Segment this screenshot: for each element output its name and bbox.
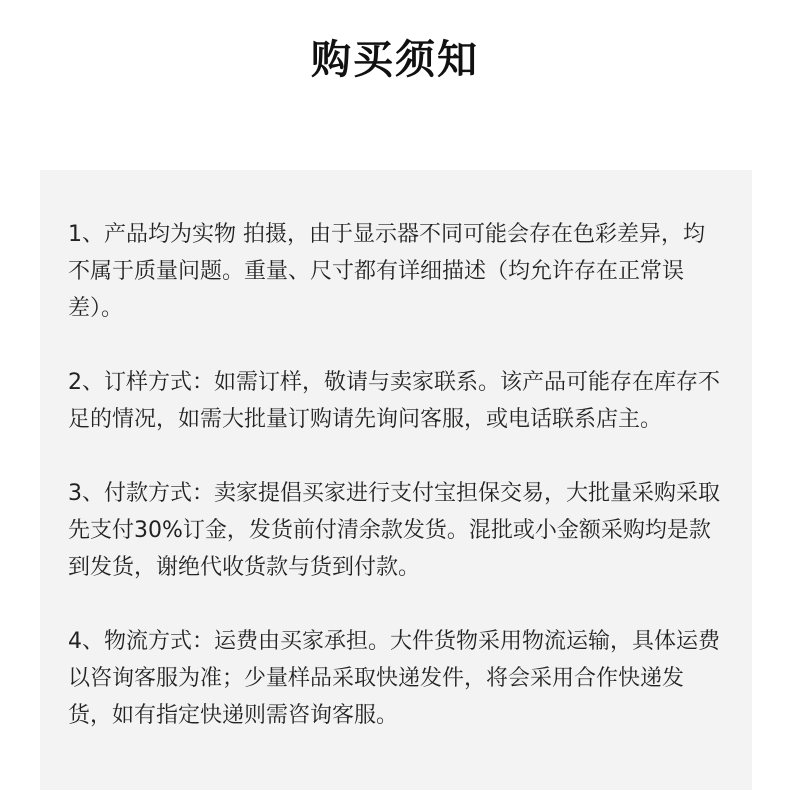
page-title: 购买须知 bbox=[311, 37, 479, 83]
notice-item-logistics: 4、物流方式：运费由买家承担。大件货物采用物流运输，具体运费以咨询客服为准；少量样品采取快递发件，将会采用合作快递发货，如有指定快递则需咨询客服。 bbox=[68, 629, 720, 728]
notice-item-product-photos: 1、产品均为实物 拍摄，由于显示器不同可能会存在色彩差异，均不属于质量问题。重量、尺寸都有详细描述（均允许存在正常误差）。 bbox=[68, 222, 705, 321]
notice-item-sample-ordering: 2、订样方式：如需订样，敬请与卖家联系。该产品可能存在库存不足的情况，如需大批量订购请先询问客服，或电话联系店主。 bbox=[68, 370, 720, 432]
notice-panel bbox=[40, 170, 752, 790]
notice-item-payment: 3、付款方式：卖家提倡买家进行支付宝担保交易，大批量采购采取先支付30%订金，发货前付清余款发货。混批或小金额采购均是款到发货，谢绝代收货款与货到付款。 bbox=[68, 481, 720, 580]
